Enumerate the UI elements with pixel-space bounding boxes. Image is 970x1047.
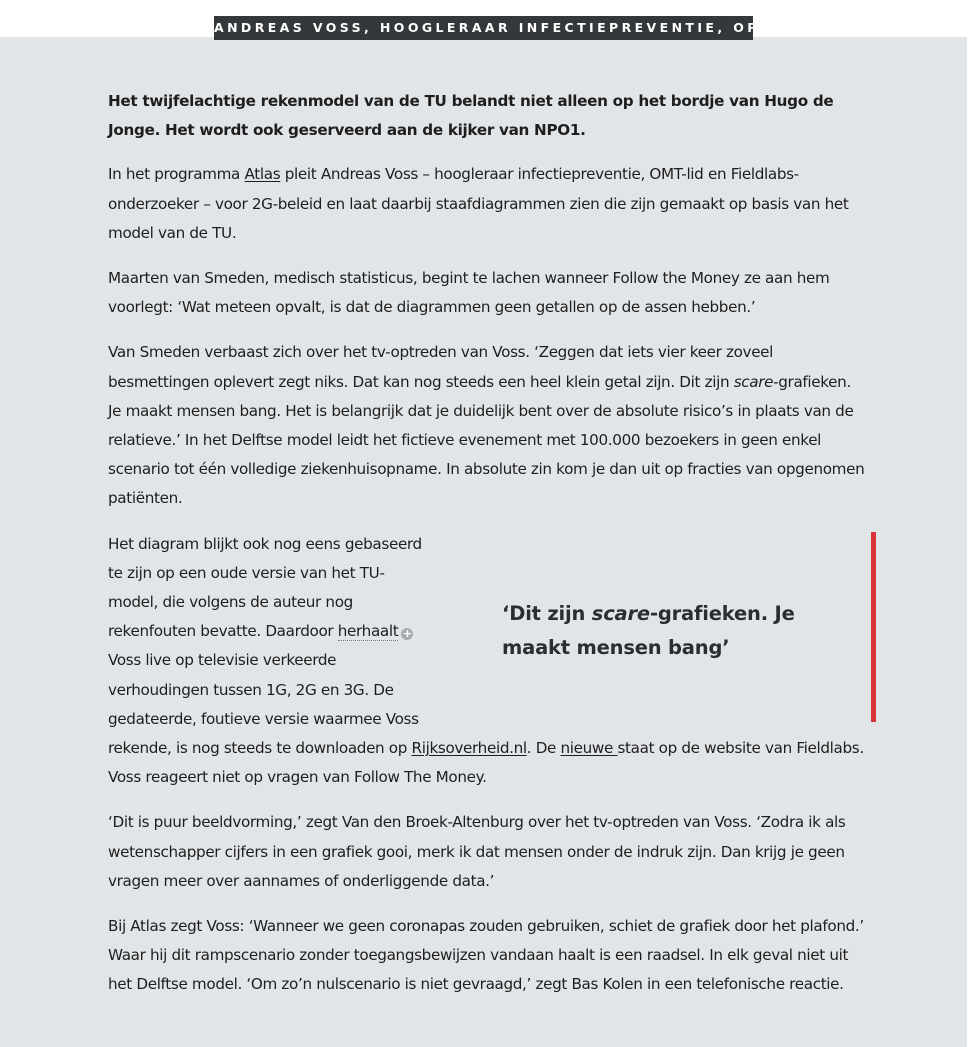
image-caption xyxy=(214,16,793,40)
article-lead: Het twijfelachtige rekenmodel van de TU belandt niet alleen op het bordje van Hugo de Jonge. Het wordt ook geserveerd aan de kijker van NPO1. xyxy=(108,92,834,140)
emphasis-text: scare xyxy=(733,372,774,391)
nieuwe-link[interactable]: nieuwe xyxy=(560,739,618,758)
herhaalt-annotation-link[interactable]: herhaalt xyxy=(337,622,399,641)
paragraph-text: -grafieken. Je maakt mensen bang. Het is belangrijk dat je duidelijk bent over de absolute risico’s in plaats van de relatieve.’ In het Delftse model leidt het fictieve evenement met 100.000 bezoekers in geen enkel scenario tot één volledige ziekenhuisopname. In absolute zin kom je dan uit op fracties van opgenomen patiënten. xyxy=(108,372,865,508)
expand-plus-icon[interactable]: + xyxy=(402,627,412,641)
paragraph-text: Voss live op televisie verkeerde verhoudingen tussen 1G, 2G en 3G. De gedateerde, foutieve versie waarmee Voss rekende, is nog steeds te downloaden op xyxy=(108,651,419,758)
paragraph-text: . De xyxy=(526,739,561,758)
image-caption-text: ANDREAS VOSS, HOOGLERAAR INFECTIEPREVENTIE, OP TV xyxy=(214,20,793,35)
paragraph-text: Het diagram blijkt ook nog eens gebaseerd te zijn op een oude versie van het TU-model, die volgens de auteur nog rekenfouten bevatte. Daardoor xyxy=(108,534,422,641)
paragraph-5: ‘Dit is puur beeldvorming,’ zegt Van den Broek-Altenburg over het tv-optreden van Voss. ‘Zodra ik als wetenschapper cijfers in een grafiek gooi, merk ik dat mensen onder de indruk zijn. Dan krijg je geen vragen meer over aannames of onderliggende data.’ xyxy=(108,813,846,890)
pull-quote xyxy=(486,532,876,722)
article-body xyxy=(108,87,868,1016)
paragraph-6: Bij Atlas zegt Voss: ‘Wanneer we geen coronapas zouden gebruiken, schiet de grafiek door het plafond.’ Waar hij dit rampscenario zonder toegangsbewijzen vandaan haalt is een raadsel. In elk geval niet uit het Delftse model. ‘Om zo’n nulscenario is niet gevraagd,’ zegt Bas Kolen in een telefonische reactie. xyxy=(108,917,864,994)
atlas-link[interactable]: Atlas xyxy=(244,165,281,184)
pull-quote-open: ‘Dit zijn xyxy=(502,601,592,625)
pull-quote-text xyxy=(502,597,842,665)
paragraph-text: In het programma xyxy=(108,165,245,184)
paragraph-text: pleit Andreas Voss – hoogleraar infectiepreventie, OMT-lid en Fieldlabs-onderzoeker – voor 2G-beleid en laat daarbij staafdiagrammen zien die zijn gemaakt op basis van het model van de TU. xyxy=(108,165,849,242)
pull-quote-accent-bar xyxy=(871,532,876,722)
article-page xyxy=(0,37,967,1047)
pull-quote-emphasis: scare xyxy=(591,601,650,625)
pull-quote-rest: -grafieken. Je maakt mensen bang’ xyxy=(502,601,795,659)
paragraph-3 xyxy=(108,338,868,513)
rijksoverheid-link[interactable]: Rijksoverheid.nl xyxy=(411,739,527,758)
paragraph-1 xyxy=(108,160,868,248)
paragraph-text: Van Smeden verbaast zich over het tv-optreden van Voss. ‘Zeggen dat iets vier keer zoveel besmettingen oplevert zegt niks. Dat kan nog steeds een heel klein getal zijn. Dit zijn xyxy=(108,343,774,391)
paragraph-2: Maarten van Smeden, medisch statisticus, begint te lachen wanneer Follow the Money ze aan hem voorlegt: ‘Wat meteen opvalt, is dat de diagrammen geen getallen op de assen hebben.’ xyxy=(108,269,830,317)
paragraph-text: staat op de website van Fieldlabs. Voss reageert niet op vragen van Follow The Money. xyxy=(108,739,864,787)
